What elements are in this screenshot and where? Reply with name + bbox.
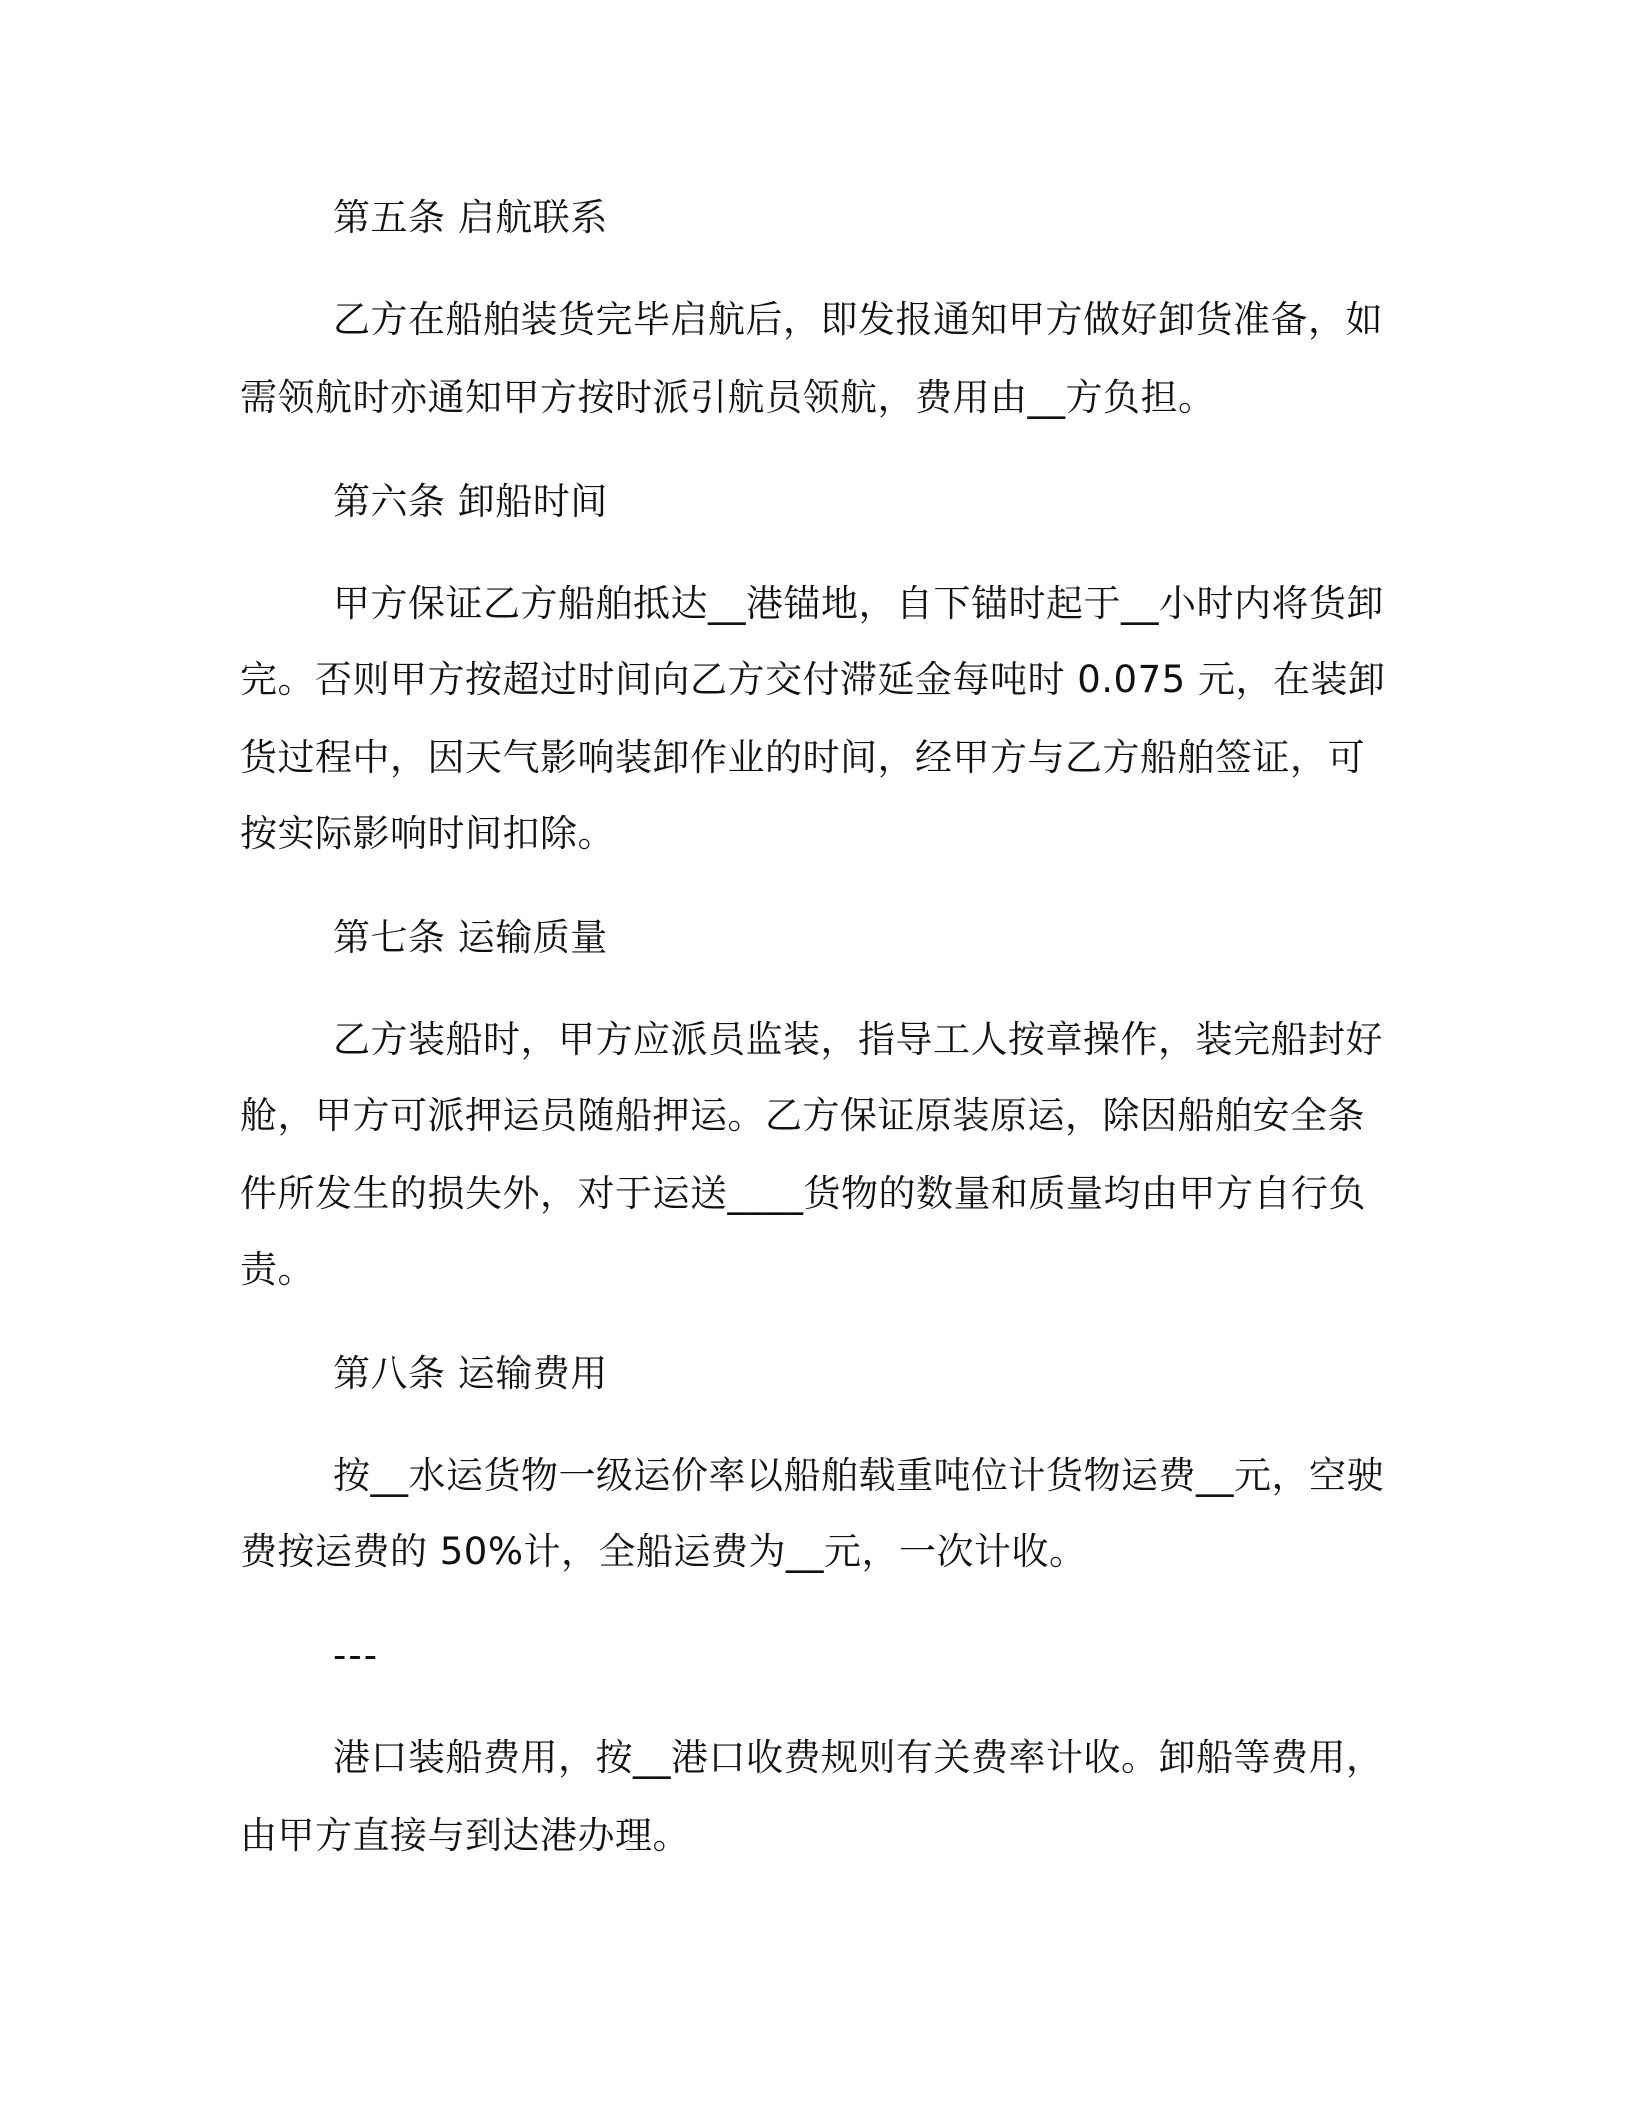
paragraph-line: 费按运费的 50%计，全船运费为__元，一次计收。: [240, 1530, 1087, 1573]
section-heading-6: 第六条 卸船时间: [333, 480, 608, 523]
paragraph-line: 乙方装船时，甲方应派员监装，指导工人按章操作，装完船封好: [333, 1018, 1383, 1061]
paragraph-line: 件所发生的损失外，对于运送____货物的数量和质量均由甲方自行负: [240, 1172, 1366, 1215]
paragraph-line: 货过程中，因天气影响装卸作业的时间，经甲方与乙方船舶签证，可: [240, 736, 1365, 779]
paragraph-line: 需领航时亦通知甲方按时派引航员领航，费用由__方负担。: [240, 376, 1216, 419]
paragraph-line: 按__水运货物一级运价率以船舶载重吨位计货物运费__元，空驶: [333, 1454, 1384, 1497]
paragraph-line: 责。: [240, 1248, 315, 1291]
section-heading-7: 第七条 运输质量: [333, 916, 608, 959]
paragraph-line: 港口装船费用，按__港口收费规则有关费率计收。卸船等费用，: [333, 1736, 1384, 1779]
paragraph-line: 按实际影响时间扣除。: [240, 812, 615, 855]
paragraph-line: 由甲方直接与到达港办理。: [240, 1814, 690, 1857]
separator-mark: ---: [333, 1634, 380, 1677]
paragraph-line: 完。否则甲方按超过时间向乙方交付滞延金每吨时 0.075 元，在装卸: [240, 658, 1386, 701]
section-heading-8: 第八条 运输费用: [333, 1352, 608, 1395]
paragraph-line: 甲方保证乙方船舶抵达__港锚地，自下锚时起于__小时内将货卸: [333, 582, 1384, 625]
paragraph-line: 乙方在船舶装货完毕启航后，即发报通知甲方做好卸货准备，如: [333, 298, 1383, 341]
paragraph-line: 舱，甲方可派押运员随船押运。乙方保证原装原运，除因船舶安全条: [240, 1094, 1365, 1137]
section-heading-5: 第五条 启航联系: [333, 196, 608, 239]
